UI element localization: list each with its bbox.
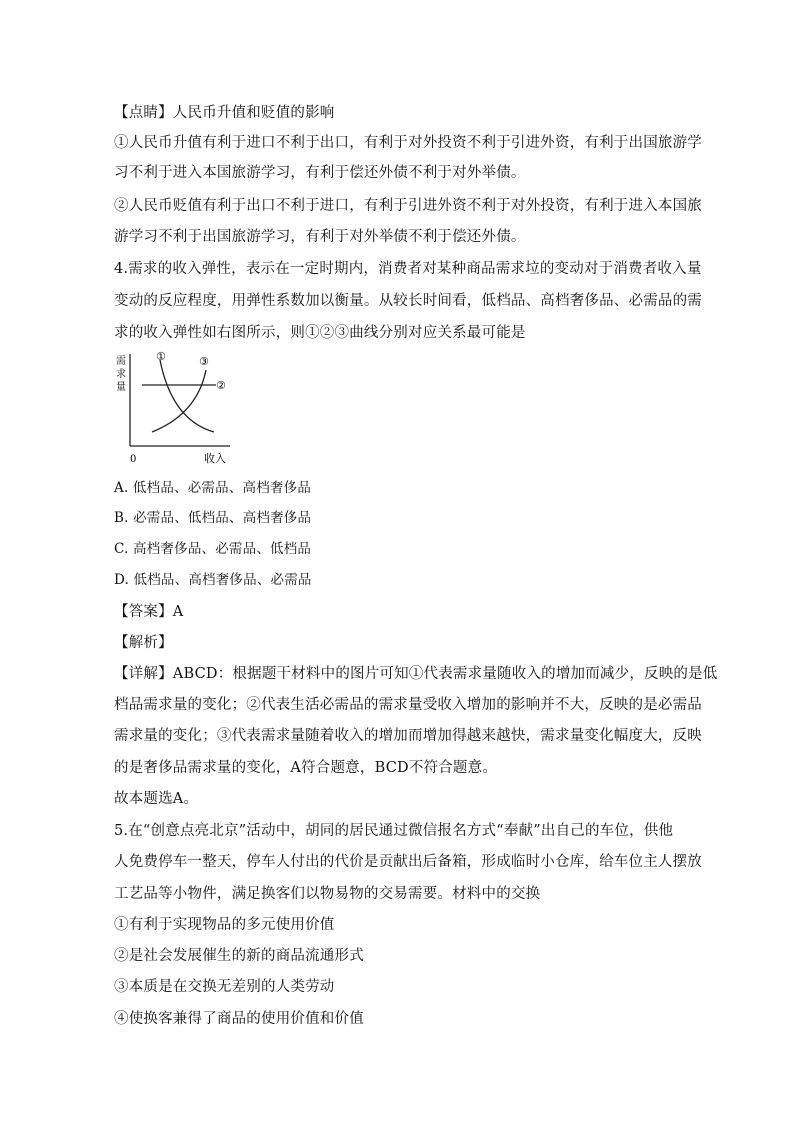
conclusion-line: 故本题选A。 xyxy=(114,791,199,807)
question-5-line-3: 工艺品等小物件，满足换客们以物易物的交易需要。材料中的交换 xyxy=(114,886,541,902)
option-b: B. 必需品、低档品、高档奢侈品 xyxy=(114,510,312,526)
curve-1-label: ① xyxy=(156,350,166,363)
statement-4: ④使换客兼得了商品的使用价值和价值 xyxy=(114,1011,364,1027)
option-a: A. 低档品、必需品、高档奢侈品 xyxy=(114,480,312,496)
answer-line: 【答案】A xyxy=(114,604,184,620)
demand-income-figure xyxy=(112,350,242,468)
origin-label: 0 xyxy=(130,454,137,465)
detail-line-4: 的是奢侈品需求量的变化，A符合题意，BCD不符合题意。 xyxy=(114,760,498,776)
tip-heading: 【点睛】人民币升值和贬值的影响 xyxy=(114,105,335,121)
statement-2: ②是社会发展催生的新的商品流通形式 xyxy=(114,948,364,964)
tip-line-1b: 习不利于进入本国旅游学习，有利于偿还外债不利于对外举债。 xyxy=(114,165,526,181)
option-d: D. 低档品、高档奢侈品、必需品 xyxy=(114,572,312,588)
question-5-line-1: 5.在“创意点亮北京”活动中，胡同的居民通过微信报名方式“奉献”出自己的车位，供他 xyxy=(114,823,674,839)
curve-3-luxury xyxy=(152,370,206,432)
detail-line-3: 需求量的变化；③代表需求量随着收入的增加而增加得越来越快，需求量变化幅度大，反映 xyxy=(114,728,702,744)
detail-line-2: 档品需求量的变化；②代表生活必需品的需求量受收入增加的影响并不大，反映的是必需品 xyxy=(114,697,702,713)
y-axis-label-char-3: 量 xyxy=(116,382,126,393)
y-axis-label-char-2: 求 xyxy=(116,369,126,380)
curve-2-label: ② xyxy=(216,379,226,392)
statement-1: ①有利于实现物品的多元使用价值 xyxy=(114,917,335,933)
tip-line-1a: ①人民币升值有利于进口不利于出口，有利于对外投资不利于引进外资，有利于出国旅游学 xyxy=(114,135,702,151)
tip-line-2a: ②人民币贬值有利于出口不利于进口，有利于引进外资不利于对外投资，有利于进入本国旅 xyxy=(114,198,702,214)
option-c: C. 高档奢侈品、必需品、低档品 xyxy=(114,541,312,557)
tip-line-2b: 游学习不利于出国旅游学习，有利于对外举债不利于偿还外债。 xyxy=(114,229,526,245)
x-axis-label: 收入 xyxy=(204,452,226,465)
question-5-line-2: 人免费停车一整天，停车人付出的代价是贡献出后备箱，形成临时小仓库，给车位主人摆放 xyxy=(114,854,702,870)
analysis-heading: 【解析】 xyxy=(114,635,173,651)
question-4-line-2: 变动的反应程度，用弹性系数加以衡量。从较长时间看，低档品、高档奢侈品、必需品的需 xyxy=(114,293,702,309)
curve-3-label: ③ xyxy=(199,355,209,368)
detail-line-1: 【详解】ABCD：根据题干材料中的图片可知①代表需求量随收入的增加而减少，反映的是低 xyxy=(114,666,718,682)
statement-3: ③本质是在交换无差别的人类劳动 xyxy=(114,979,335,995)
question-4-line-3: 求的收入弹性如右图所示，则①②③曲线分别对应关系最可能是 xyxy=(114,325,526,341)
question-4-line-1: 4.需求的收入弹性，表示在一定时期内，消费者对某种商品需求垃的变动对于消费者收入量 xyxy=(114,261,702,277)
y-axis-label-char-1: 需 xyxy=(116,356,126,367)
